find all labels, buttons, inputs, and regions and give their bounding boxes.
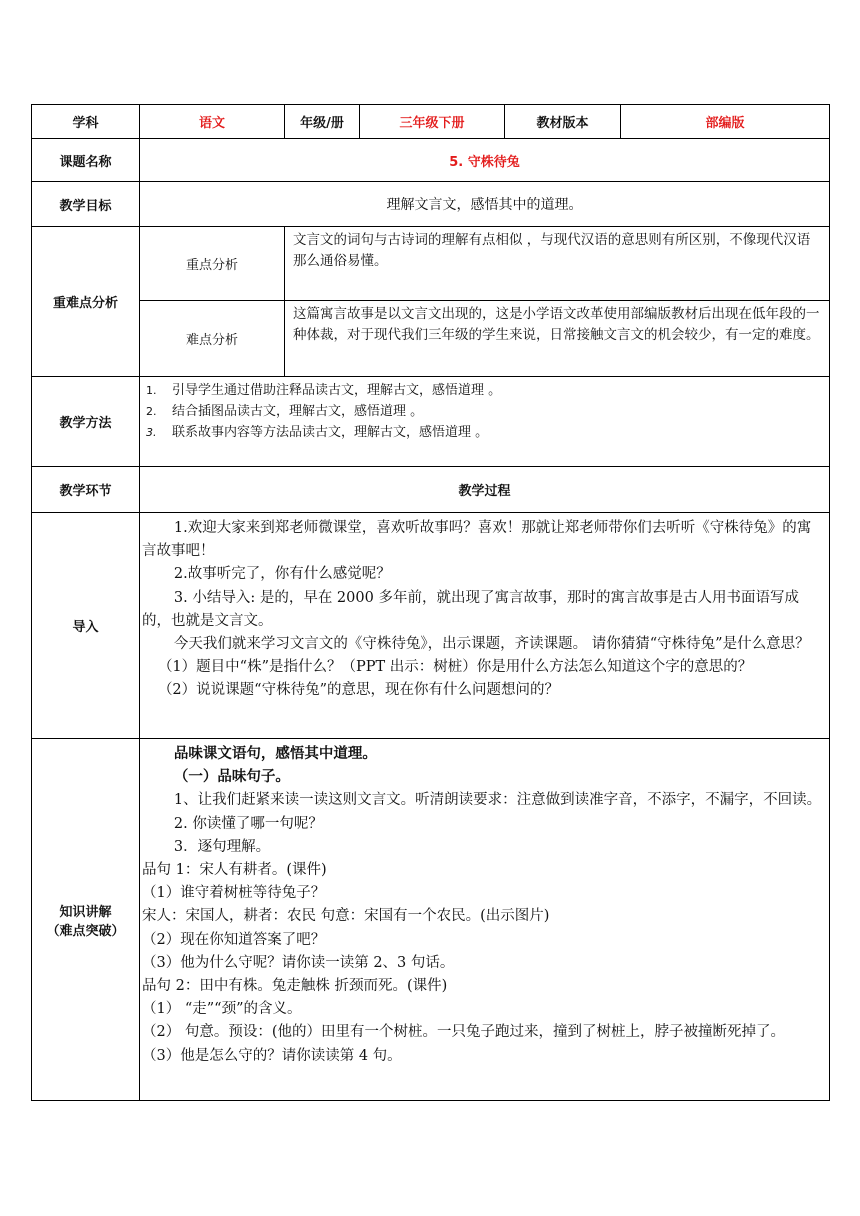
method-text: 联系故事内容等方法品读古文，理解古文，感悟道理 。 <box>172 425 489 440</box>
methods-row <box>32 377 830 467</box>
intro-row <box>32 513 830 739</box>
methods-list <box>140 377 830 467</box>
sentence-answer: 宋人：宋国人，耕者：农民 句意：宋国有一个农民。(出示图片) <box>142 908 550 925</box>
knowledge-paragraph: 1、让我们赶紧来读一读这则文言文。听清朗读要求：注意做到读准字音，不添字，不漏字，不回读。 <box>173 792 822 809</box>
methods-label: 教学方法 <box>32 377 140 467</box>
sentence-question: （3）他为什么守呢？请你读一读第 2、3 句话。 <box>142 954 455 971</box>
teaching-goal-label: 教学目标 <box>32 182 140 227</box>
intro-paragraph: （2）说说课题“守株待兔”的意思，现在你有什么问题想问的？ <box>157 682 559 699</box>
edition-value: 部编版 <box>621 105 830 139</box>
lesson-title-value: 5. 守株待兔 <box>140 139 830 182</box>
method-item <box>146 401 823 422</box>
goal-row <box>32 182 830 227</box>
knowledge-content <box>140 739 830 1101</box>
knowledge-label <box>32 739 140 1101</box>
subject-value: 语文 <box>140 105 285 139</box>
sentence-item: （3）他是怎么守的？请你读读第 4 句。 <box>142 1047 402 1064</box>
sentence-item: （1） “走”“颈”的含义。 <box>142 1001 302 1018</box>
subject-label: 学科 <box>32 105 140 139</box>
grade-label: 年级/册 <box>285 105 360 139</box>
difficult-analysis-text: 这篇寓言故事是以文言文出现的，这是小学语文改革使用部编版教材后出现在低年段的一种体裁，对于现代我们三年级的学生来说，日常接触文言文的机会较少，有一定的难度。 <box>285 301 830 377</box>
difficult-analysis-row <box>32 301 830 377</box>
title-row <box>32 139 830 182</box>
sentence-heading: 品句 1：宋人有耕者。(课件) <box>142 862 327 879</box>
key-analysis-row <box>32 227 830 301</box>
method-number: 3. <box>146 426 157 439</box>
intro-label: 导入 <box>32 513 140 739</box>
key-analysis-text: 文言文的词句与古诗词的理解有点相似 ，与现代汉语的意思则有所区别，不像现代汉语那么通俗易懂。 <box>285 227 830 301</box>
difficult-analysis-label: 难点分析 <box>140 301 285 377</box>
knowledge-label-line1: 知识讲解 <box>59 904 112 920</box>
method-text: 引导学生通过借助注释品读古文，理解古文，感悟道理 。 <box>172 383 502 398</box>
sentence-question: （2）现在你知道答案了吧？ <box>142 931 326 948</box>
sentence-heading: 品句 2：田中有株。兔走触株 折颈而死。(课件) <box>142 978 448 995</box>
intro-paragraph: 3. 小结导入: 是的，早在 2000 多年前，就出现了寓言故事，那时的寓言故事是古人用书面语写成的，也就是文言文。 <box>142 589 799 629</box>
knowledge-subheading: （一）品味句子。 <box>173 769 290 786</box>
method-text: 结合插图品读古文，理解古文，感悟道理 。 <box>172 404 424 419</box>
lesson-title-label: 课题名称 <box>32 139 140 182</box>
stage-label: 教学环节 <box>32 467 140 513</box>
knowledge-paragraph: 3．逐句理解。 <box>173 838 271 855</box>
intro-paragraph: 2.故事听完了，你有什么感觉呢？ <box>173 566 391 583</box>
method-item <box>146 422 823 443</box>
intro-paragraph: 今天我们就来学习文言文的《守株待兔》，出示课题，齐读课题。 请你猜猜“守株待兔”是什么意思？ <box>173 636 810 653</box>
method-number: 2. <box>146 405 157 418</box>
teaching-goal-value: 理解文言文，感悟其中的道理。 <box>140 182 830 227</box>
process-header-row <box>32 467 830 513</box>
knowledge-row <box>32 739 830 1101</box>
analysis-label: 重难点分析 <box>32 227 140 377</box>
intro-content <box>140 513 830 739</box>
method-number: 1. <box>146 384 157 397</box>
intro-paragraph: 1.欢迎大家来到郑老师微课堂，喜欢听故事吗？喜欢！那就让郑老师带你们去听听《守株待兔》的寓言故事吧！ <box>142 520 812 560</box>
sentence-item: （2） 句意。预设：(他的）田里有一个树桩。一只兔子跑过来，撞到了树桩上，脖子被撞断死掉了。 <box>142 1024 785 1041</box>
header-row <box>32 105 830 139</box>
knowledge-heading: 品味课文语句，感悟其中道理。 <box>173 746 377 762</box>
method-item <box>146 380 823 401</box>
knowledge-label-line2: （难点突破） <box>46 923 125 939</box>
grade-value: 三年级下册 <box>360 105 505 139</box>
key-analysis-label: 重点分析 <box>140 227 285 301</box>
edition-label: 教材版本 <box>505 105 621 139</box>
process-label: 教学过程 <box>140 467 830 513</box>
intro-paragraph: （1）题目中“株”是指什么？（PPT 出示：树桩）你是用什么方法怎么知道这个字的意思的？ <box>157 659 753 676</box>
sentence-question: （1）谁守着树桩等待兔子？ <box>142 885 326 902</box>
knowledge-paragraph: 2. 你读懂了哪一句呢？ <box>173 815 323 832</box>
lesson-plan-table <box>31 104 830 1101</box>
